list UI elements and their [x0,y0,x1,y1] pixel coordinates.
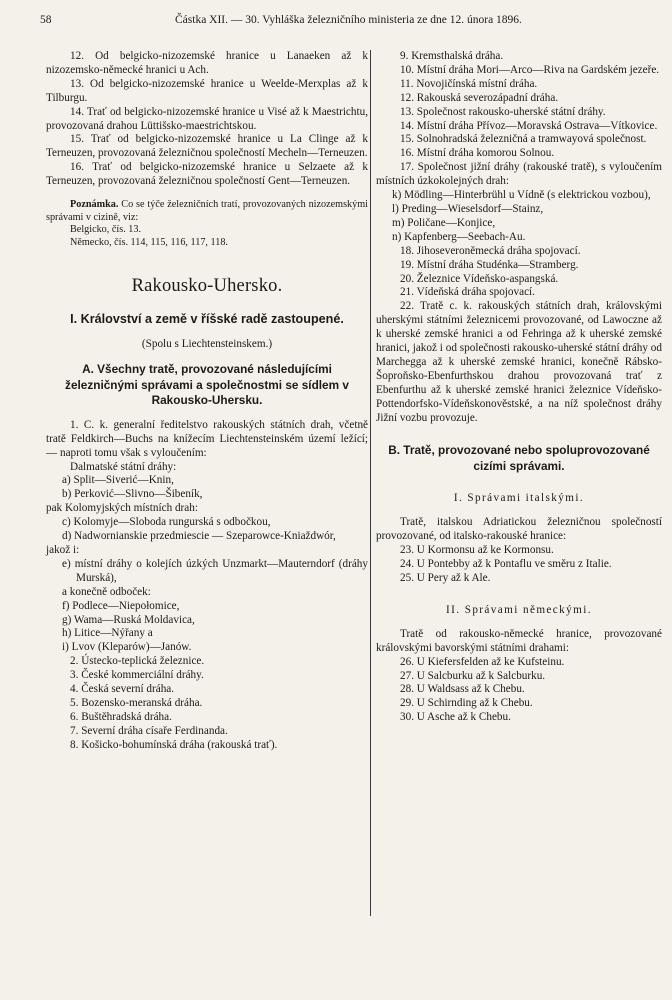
item-15r: 15. Solnohradská železničná a tramwayová společnost. [400,133,647,146]
item-26: 26. U Kiefersfelden až ke Kufsteinu. [400,655,565,668]
spacer [46,352,368,362]
part-heading-1: I. Království a země v říšské radě zastoupené. [70,312,344,327]
exclusion-m: m) Poličane—Konjice, [392,216,496,229]
exclusion-b: b) Perković—Slivno—Šibeník, [62,488,203,501]
item-12r: 12. Rakouská severozápadní dráha. [400,91,559,104]
item-8: 8. Košicko-bohumínská dráha (rakouská trať). [70,738,278,751]
item-10: 10. Místní dráha Mori—Arco—Riva na Gardském jezeře. [400,63,660,76]
exclusion-a: a) Split—Siverić—Knin, [62,474,174,487]
dalmatian-lines: Dalmatské státní dráhy: [70,460,177,473]
running-title: Částka XII. — 30. Vyhláška železničního ministeria ze dne 12. února 1896. [175,14,522,26]
exclusion-f: f) Podlece—Niepołomice, [62,599,180,612]
exclusion-n: n) Kapfenberg—Seebach-Au. [392,230,526,243]
item-11: 11. Novojičínská místní dráha. [400,77,538,90]
german-intro: Tratě od rakousko-německé hranice, provozované královskými bavorskými státními drahami: [376,627,662,654]
item-30: 30. U Asche až k Chebu. [400,711,511,724]
item-20r: 20. Železnice Vídeňsko-aspangská. [400,272,559,285]
item-9: 9. Kremsthalská dráha. [400,50,504,62]
item-17r: 17. Společnost jižní dráhy (rakouské tratě), s vyloučením místních úzkokolejných drah: [376,161,662,188]
item-14r: 14. Místní dráha Přívoz—Moravská Ostrava—Vítkovice. [400,119,658,132]
spacer [46,189,368,199]
item-21r: 21. Vídeňská dráha spojovací. [400,286,535,299]
spacer [46,409,368,419]
item-15: 15. Trať od belgicko-nizozemské hranice u La Clinge až k Terneuzen, provozovaná železničnou společností Mecheln—Terneuzen. [46,133,368,160]
right-column [370,50,662,725]
item-27: 27. U Salcburku až k Salcburku. [400,669,546,682]
spacer [376,586,662,604]
spacer [376,618,662,628]
item-19r: 19. Místní dráha Studénka—Stramberg. [400,258,579,271]
left-column [46,50,368,753]
page-header [0,14,672,34]
heading-b: B. Tratě, provozované nebo spoluprovozované cizími správami. [388,443,650,473]
item-6: 6. Buštěhradská dráha. [70,710,172,723]
item-23: 23. U Kormonsu až ke Kormonsu. [400,544,554,557]
item-28: 28. U Waldsass až k Chebu. [400,683,525,696]
exclusion-i: i) Lvov (Kleparów)—Janów. [62,641,192,654]
item-5: 5. Bozensko-meranská dráha. [70,696,203,709]
section-title: Rakousko-Uhersko. [131,276,283,297]
item-12: 12. Od belgicko-nizozemské hranice u Lanaeken až k nizozemsko-německé hranici u Ach. [46,50,368,76]
item-18r: 18. Jihoseveroněmecká dráha spojovací. [400,244,581,257]
page-number: 58 [40,14,52,26]
note-label: Poznámka. [70,199,119,211]
item-13r: 13. Společnost rakousko-uherské státní dráhy. [400,105,606,118]
kolomyja-lines: pak Kolomyjských místních drah: [46,502,198,515]
spacer [376,474,662,492]
italian-intro: Tratě, italskou Adriatickou železničnou společností provozované, od italsko-rakouské hranice: [376,516,662,543]
item-13: 13. Od belgicko-nizozemské hranice u Weelde-Merxplas až k Tilburgu. [46,77,368,104]
exclusion-d: d) Nadwornianskie przedmiescie — Szeparowce-Kniaždwór, [62,530,336,543]
exclusion-g: g) Wama—Ruská Moldavica, [62,613,195,626]
branches-intro: a konečně odboček: [62,585,151,598]
item-4: 4. Česká severní dráha. [70,683,175,696]
heading-a: A. Všechny tratě, provozované následujícími železničnými správami a společnostmi se sídlem v Rakousko-Uhersku. [65,362,349,408]
exclusion-e: e) místní dráhy o kolejích úzkých Unzmarkt—Mauterndorf (dráhy Murská), [62,557,368,584]
note-text: Co se týče železničních tratí, provozovaných nizozemskými správami v cizině, viz: [46,199,368,223]
item-24: 24. U Pontebby až k Pontaflu ve směru z Italie. [400,558,612,571]
exclusion-k: k) Mödling—Hinterbrühl u Vídně (s elektrickou vozbou), [392,189,651,202]
item-16: 16. Trať od belgicko-nizozemské hranice u Selzaete až k Terneuzen, provozovaná železničnou společností Gent—Terneuzen. [46,161,368,188]
item-29: 29. U Schirnding až k Chebu. [400,697,533,710]
spacer [376,425,662,443]
note-line-2: Německo, čís. 114, 115, 116, 117, 118. [70,236,228,248]
subsection-italian: I. Správami italskými. [453,492,585,505]
item-16r: 16. Místní dráha komorou Solnou. [400,147,555,160]
note [46,199,368,224]
item-3: 3. České kommerciální dráhy. [70,669,204,682]
subsection-german: II. Správami německými. [446,603,592,616]
part-subheading: (Spolu s Liechtensteinskem.) [141,338,273,351]
exclusion-l: l) Preding—Wieselsdorf—Stainz, [392,202,544,215]
spacer [376,506,662,516]
item-22r: 22. Tratě c. k. rakouských státních drah, královskými uherskými státními železnicemi provozované, od Lawoczne až k uherské zemské hranici a od Fehringa až k uherské zemské hranici, jakož i od společnosti rakousko-uherské státní dráhy od Marchegga až k uherské zemské hranici, konečně Rábsko-Šoproňsko-Ebenfurthskou drahou provozovaná trať z Ebenfurthu až k uherské zemské hranici železnice Vídeňsko-Pottendorfsko-Vídeňskonověstské, a na níž společnost dráhy Jižní vozbu provozuje. [376,300,662,424]
item-7: 7. Severní dráha císaře Ferdinanda. [70,724,228,737]
item-14: 14. Trať od belgicko-nizozemské hranice u Visé až k Maestrichtu, provozovaná drahou Lüttišsko-maestrichtskou. [46,105,368,132]
as-well-as: jakož i: [46,544,80,556]
exclusion-c: c) Kolomyje—Sloboda rungurská s odbočkou, [62,516,271,529]
spacer [46,328,368,338]
item-25: 25. U Pery až k Ale. [400,572,491,584]
note-line-1: Belgicko, čís. 13. [70,224,142,236]
item-2: 2. Ústecko-teplická železnice. [70,655,205,668]
item-1: 1. C. k. generalní ředitelstvo rakouských státních drah, včetně tratě Feldkirch—Buchs na knížecím Liechtensteinském území ležící; — naproti tomu však s vyloučením: [46,418,368,459]
exclusion-h: h) Litice—Nýřany a [62,627,153,640]
